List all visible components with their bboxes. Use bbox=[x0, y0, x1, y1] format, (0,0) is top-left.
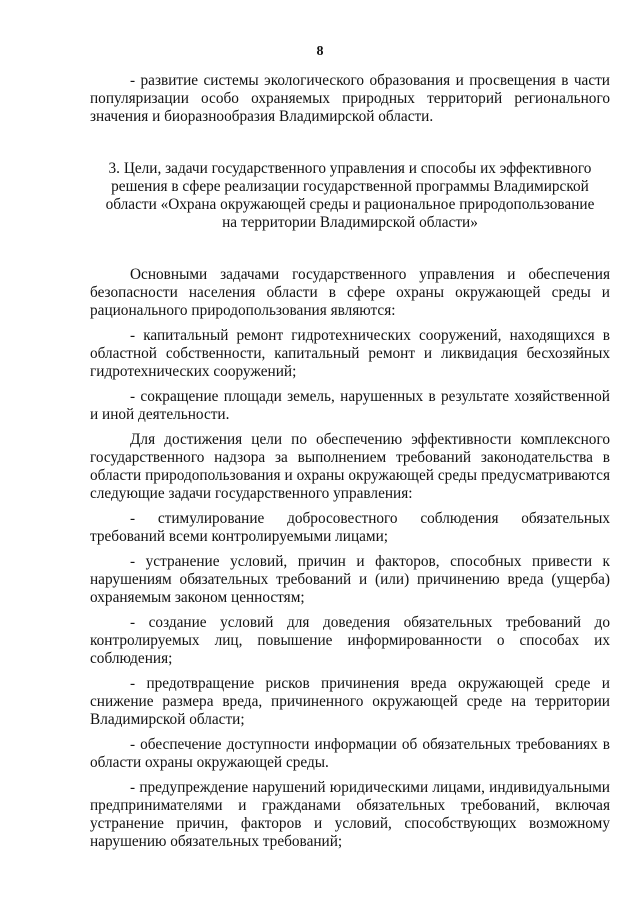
goal-task-item: - предупреждение нарушений юридическими лицами, индивидуальными предпринимателями и гражданами обязательных требований, включая устранение причин, факторов и условий, способствующих возможному нарушению обязательных требований; bbox=[90, 779, 610, 850]
task-item: - капитальный ремонт гидротехнических сооружений, находящихся в областной собственности, капитальный ремонт и ликвидация бесхозяйных гидротехнических сооружений; bbox=[90, 327, 610, 380]
document-body bbox=[90, 72, 610, 851]
section-heading: 3. Цели, задачи государственного управления и способы их эффективного решения в сфере реализации государственной программы Владимирской области «Охрана окружающей среды и рациональное природопользование на территории Владимирской области» bbox=[105, 160, 595, 231]
goal-task-item: - предотвращение рисков причинения вреда окружающей среде и снижение размера вреда, причиненного окружающей среде на территории Владимирской области; bbox=[90, 675, 610, 728]
goal-task-item: - устранение условий, причин и факторов, способных привести к нарушениям обязательных требований и (или) причинению вреда (ущерба) охраняемым законом ценностям; bbox=[90, 553, 610, 606]
goal-intro-paragraph: Для достижения цели по обеспечению эффективности комплексного государственного надзора за выполнением требований законодательства в области природопользования и охраны окружающей среды предусматриваются следующие задачи государственного управления: bbox=[90, 431, 610, 502]
tasks-intro-paragraph: Основными задачами государственного управления и обеспечения безопасности населения области в сфере охраны окружающей среды и рационального природопользования являются: bbox=[90, 266, 610, 319]
goal-task-item: - создание условий для доведения обязательных требований до контролируемых лиц, повышение информированности о способах их соблюдения; bbox=[90, 614, 610, 667]
goal-task-item: - обеспечение доступности информации об обязательных требованиях в области охраны окружающей среды. bbox=[90, 736, 610, 771]
task-item: - сокращение площади земель, нарушенных в результате хозяйственной и иной деятельности. bbox=[90, 388, 610, 423]
intro-bullet-paragraph: - развитие системы экологического образования и просвещения в части популяризации особо охраняемых природных территорий регионального значения и биоразнообразия Владимирской области. bbox=[90, 72, 610, 125]
goal-task-item: - стимулирование добросовестного соблюдения обязательных требований всеми контролируемыми лицами; bbox=[90, 510, 610, 545]
page-number: 8 bbox=[316, 44, 324, 59]
